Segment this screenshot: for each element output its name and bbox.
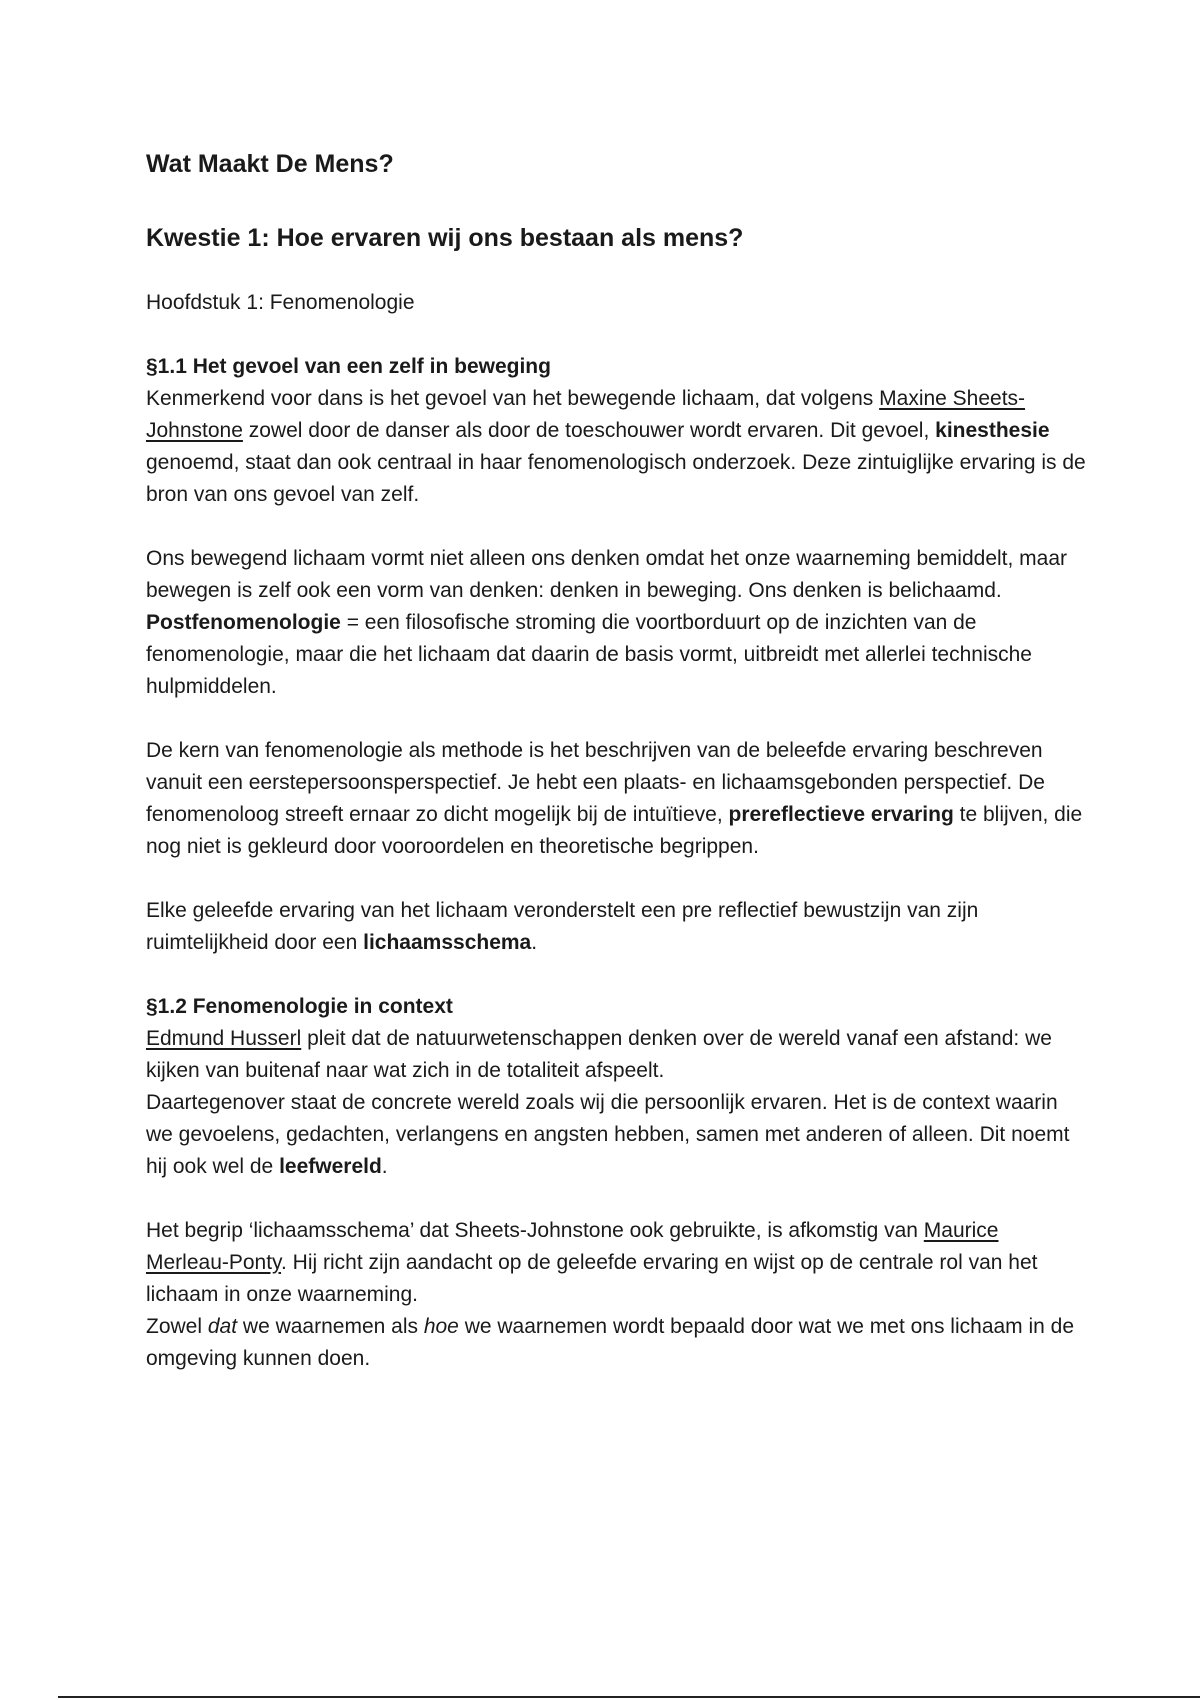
paragraph: Elke geleefde ervaring van het lichaam veronderstelt een pre reflectief bewustzijn van zijn ruimtelijkheid door een lichaamsschema. (146, 899, 979, 954)
paragraph: Edmund Husserl pleit dat de natuurwetenschappen denken over de wereld vanaf een afstand: we kijken van buitenaf naar wat zich in de totaliteit afspeelt. (146, 1027, 1052, 1082)
key-term: kinesthesie (935, 419, 1050, 442)
key-term: leefwereld (279, 1155, 382, 1178)
paragraph: Het begrip ‘lichaamsschema’ dat Sheets-Johnstone ook gebruikte, is afkomstig van Maurice Merleau-Ponty. Hij richt zijn aandacht op de geleefde ervaring en wijst op de centrale rol van het lichaam in onze waarneming. (146, 1219, 1038, 1306)
issue-title: Kwestie 1: Hoe ervaren wij ons bestaan als mens? (146, 224, 744, 252)
key-term: Postfenomenologie (146, 611, 341, 634)
person-link-maxine-sheets-johnstone[interactable]: Maxine Sheets-Johnstone (146, 387, 1026, 442)
paragraph: De kern van fenomenologie als methode is het beschrijven van de beleefde ervaring beschreven vanuit een eerstepersoonsperspectief. Je hebt een plaats- en lichaamsgebonden perspectief. De fenomenoloog streeft ernaar zo dicht mogelijk bij de intuïtieve, prereflectieve ervaring te blijven, die nog niet is gekleurd door vooroordelen en theoretische begrippen. (146, 739, 1083, 858)
paragraph: Daartegenover staat de concrete wereld zoals wij die persoonlijk ervaren. Het is de context waarin we gevoelens, gedachten, verlangens en angsten hebben, samen met anderen of alleen. Dit noemt hij ook wel de leefwereld. (146, 1091, 1070, 1178)
section-1-2 (146, 991, 1086, 1375)
paragraph: Kenmerkend voor dans is het gevoel van het bewegende lichaam, dat volgens Maxine Sheets-Johnstone zowel door de danser als door de toeschouwer wordt ervaren. Dit gevoel, kinesthesie genoemd, staat dan ook centraal in haar fenomenologisch onderzoek. Deze zintuiglijke ervaring is de bron van ons gevoel van zelf. (146, 387, 1086, 506)
chapter-title: Hoofdstuk 1: Fenomenologie (146, 291, 415, 314)
person-link-edmund-husserl[interactable]: Edmund Husserl (146, 1027, 302, 1050)
document-page (146, 140, 1086, 1375)
paragraph: Postfenomenologie = een filosofische stroming die voortborduurt op de inzichten van de fenomenologie, maar die het lichaam dat daarin de basis vormt, uitbreidt met allerlei technische hulpmiddelen. (146, 611, 1032, 698)
section-heading: §1.2 Fenomenologie in context (146, 995, 453, 1018)
key-term: prereflectieve ervaring (728, 803, 954, 826)
key-term: lichaamsschema (363, 931, 532, 954)
document-title: Wat Maakt De Mens? (146, 150, 394, 178)
person-link-maurice-merleau-ponty[interactable]: Maurice Merleau-Ponty (146, 1219, 999, 1274)
paragraph: Ons bewegend lichaam vormt niet alleen ons denken omdat het onze waarneming bemiddelt, maar bewegen is zelf ook een vorm van denken: denken in beweging. Ons denken is belichaamd. (146, 547, 1068, 602)
section-1-1 (146, 351, 1086, 959)
footer-divider (58, 1696, 1200, 1698)
paragraph: Zowel dat we waarnemen als hoe we waarnemen wordt bepaald door wat we met ons lichaam in de omgeving kunnen doen. (146, 1315, 1075, 1370)
section-heading: §1.1 Het gevoel van een zelf in beweging (146, 355, 551, 378)
